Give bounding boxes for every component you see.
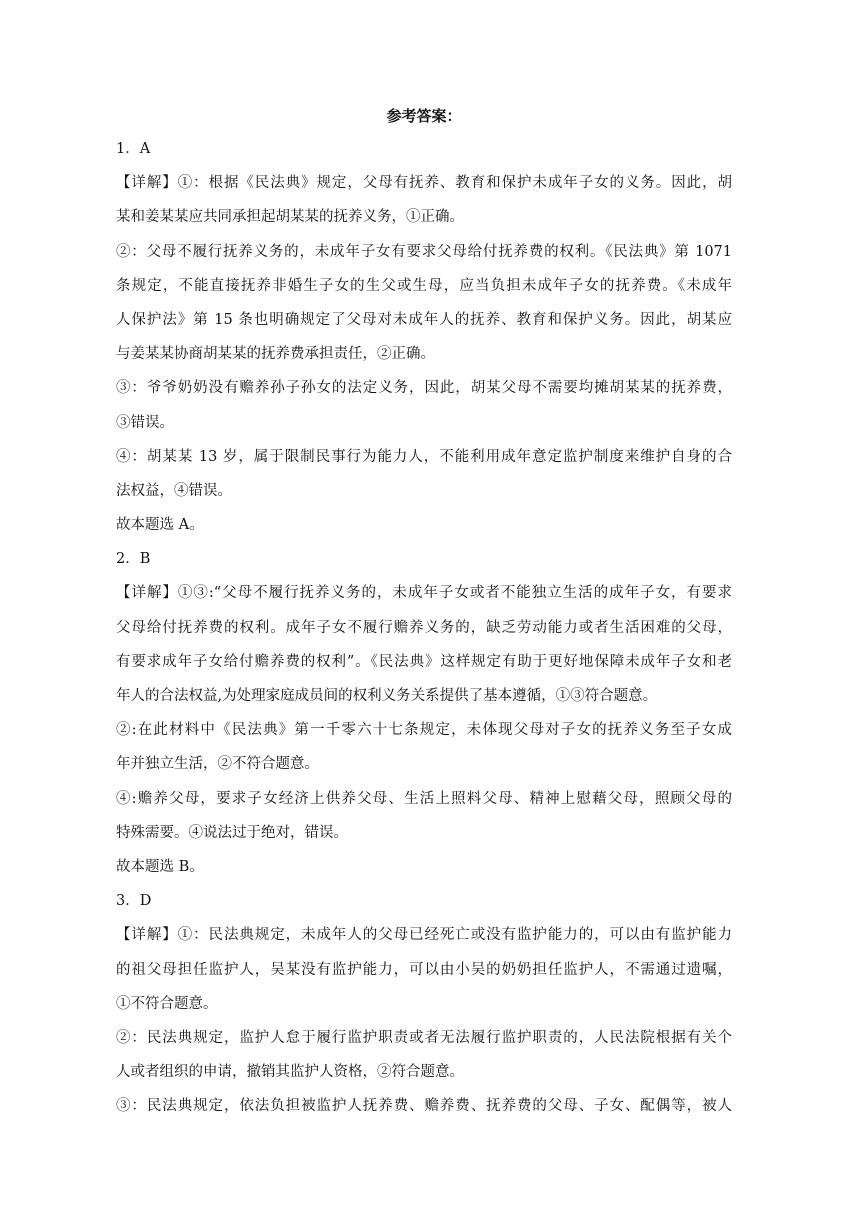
text-line: 年人的合法权益,为处理家庭成员间的权利义务关系提供了基本遵循，①③符合题意。 bbox=[116, 688, 658, 704]
answer-document bbox=[116, 100, 732, 1123]
text-line: 1．A bbox=[116, 141, 151, 157]
text-line: ③：民法典规定，依法负担被监护人抚养费、赡养费、抚养费的父母、子女、配偶等，被人 bbox=[116, 1098, 732, 1115]
text-line: ④:赡养父母，要求子女经济上供养父母、生活上照料父母、精神上慰藉父母，照顾父母的 bbox=[116, 790, 732, 807]
text-line: 与姜某某协商胡某某的抚养费承担责任，②正确。 bbox=[116, 346, 435, 363]
text-line: ①不符合题意。 bbox=[116, 995, 218, 1012]
text-line: 故本题选 A。 bbox=[116, 517, 204, 534]
text-line: 法权益，④错误。 bbox=[116, 482, 232, 499]
text-line: ②：父母不履行抚养义务的，未成年子女有要求父母给付抚养费的权利。《民法典》第 1071 bbox=[116, 243, 732, 260]
text-line: 人保护法》第 15 条也明确规定了父母对未成年人的抚养、教育和保护义务。因此，胡某应 bbox=[116, 311, 732, 328]
text-line: 有要求成年子女给付赡养费的权利”。《民法典》这样规定有助于更好地保障未成年子女和老 bbox=[116, 653, 732, 670]
text-line: ③：爷爷奶奶没有赡养孙子孙女的法定义务，因此，胡某父母不需要均摊胡某某的抚养费， bbox=[116, 380, 732, 397]
text-line: 3．D bbox=[116, 893, 152, 910]
text-line: 人或者组织的申请，撤销其监护人资格，②符合题意。 bbox=[116, 1064, 464, 1081]
text-line: 【详解】①：根据《民法典》规定，父母有抚养、教育和保护未成年子女的义务。因此，胡 bbox=[116, 175, 732, 192]
text-line: 某和姜某某应共同承担起胡某某的抚养义务，①正确。 bbox=[116, 209, 464, 226]
text-line: 年并独立生活，②不符合题意。 bbox=[116, 756, 319, 773]
text-line: 【详解】①③:“父母不履行抚养义务的，未成年子女或者不能独立生活的成年子女，有要求 bbox=[116, 585, 732, 602]
text-line: ②：民法典规定，监护人怠于履行监护职责或者无法履行监护职责的，人民法院根据有关个 bbox=[116, 1029, 732, 1046]
text-line: 父母给付抚养费的权利。成年子女不履行赡养义务的，缺乏劳动能力或者生活困难的父母， bbox=[116, 619, 732, 636]
answer-body bbox=[116, 132, 732, 1123]
text-line: 2．B bbox=[116, 551, 151, 568]
text-line: ②:在此材料中《民法典》第一千零六十七条规定，未体现父母对子女的抚养义务至子女成 bbox=[116, 722, 732, 739]
text-line: 故本题选 B。 bbox=[116, 858, 204, 875]
text-line: 的祖父母担任监护人，吴某没有监护能力，可以由小吴的奶奶担任监护人，不需通过遗嘱， bbox=[116, 961, 732, 978]
text-line: 条规定，不能直接抚养非婚生子女的生父或生母，应当负担未成年子女的抚养费。《未成年 bbox=[116, 277, 732, 294]
page-title: 参考答案： bbox=[386, 107, 462, 125]
text-line: ③错误。 bbox=[116, 414, 174, 431]
text-line: 特殊需要。④说法过于绝对，错误。 bbox=[116, 824, 348, 841]
text-line: ④：胡某某 13 岁，属于限制民事行为能力人，不能利用成年意定监护制度来维护自身的合 bbox=[116, 448, 732, 465]
text-line: 【详解】①：民法典规定，未成年人的父母已经死亡或没有监护能力的，可以由有监护能力 bbox=[116, 927, 732, 944]
